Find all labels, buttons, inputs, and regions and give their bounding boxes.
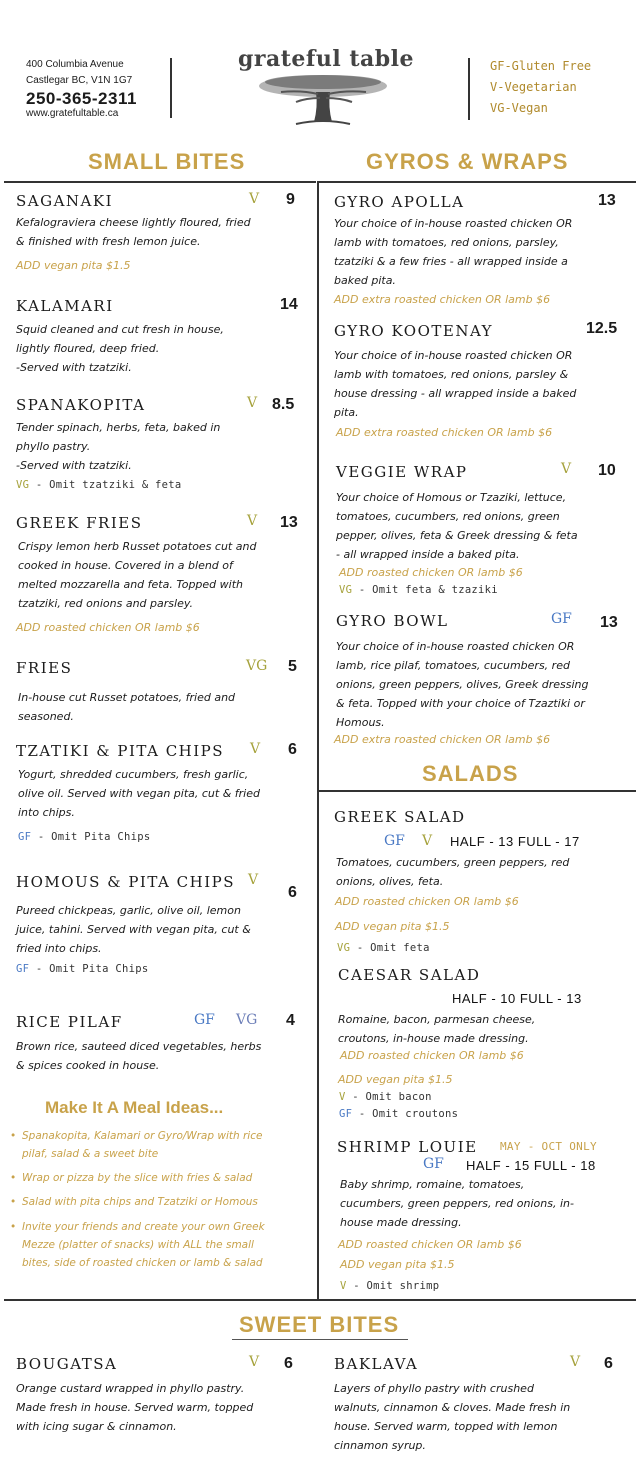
menu-item-name: RICE PILAF: [16, 1013, 123, 1031]
menu-item-price: 6: [284, 1355, 293, 1372]
menu-item-price: 8.5: [272, 396, 295, 413]
add-on-text: ADD vegan pita $1.5: [335, 920, 450, 933]
menu-item-name: SPANAKOPITA: [16, 396, 146, 414]
add-on-text: ADD roasted chicken OR lamb $6: [16, 621, 200, 634]
salad-sizes: HALF - 13 FULL - 17: [450, 834, 580, 849]
menu-item-price: 14: [280, 296, 298, 313]
vegetarian-tag: V: [249, 1354, 260, 1370]
meal-ideas-title: Make It A Meal Ideas...: [45, 1098, 224, 1117]
menu-item-desc: Your choice of in-house roasted chicken OR lamb with tomatoes, red onions, parsley, tzatziki & a few fries - all wrapped inside a baked pita.: [334, 217, 573, 287]
vegetarian-tag: V: [422, 833, 433, 849]
gluten-free-tag: GF: [423, 1156, 444, 1172]
header-divider-left: [170, 58, 172, 118]
menu-item-desc: Your choice of Homous or Tzaziki, lettuce, tomatoes, cucumbers, red onions, green pepper, olives, feta & Greek dressing & feta - all wrapped inside a baked pita.: [336, 491, 578, 561]
menu-item-desc: Tender spinach, herbs, feta, baked in phyllo pastry. -Served with tzatziki.: [16, 421, 221, 472]
vegetarian-tag: V: [561, 461, 572, 477]
menu-item-name: GYRO KOOTENAY: [334, 322, 494, 340]
dietary-note: GF - Omit Pita Chips: [18, 831, 151, 843]
menu-item-desc: Tomatoes, cucumbers, green peppers, red onions, olives, feta.: [336, 856, 570, 888]
column-divider: [317, 181, 319, 1299]
legend-gluten-free: GF-Gluten Free: [490, 59, 592, 73]
add-on-text: ADD roasted chicken OR lamb $6: [339, 566, 523, 579]
dietary-note: V - Omit shrimp: [340, 1280, 440, 1292]
menu-item-name: CAESAR SALAD: [338, 966, 481, 984]
menu-item-desc: Romaine, bacon, parmesan cheese, croutons, in-house made dressing.: [338, 1013, 536, 1045]
divider-sweet-bites-top: [4, 1299, 636, 1301]
website-link[interactable]: www.gratefultable.ca: [26, 108, 119, 119]
legend-vegetarian: V-Vegetarian: [490, 80, 577, 94]
menu-item-price: 10: [598, 462, 616, 479]
section-title-sweet-bites: SWEET BITES: [239, 1312, 400, 1337]
legend-vegan: VG-Vegan: [490, 101, 548, 115]
menu-item-price: 13: [598, 192, 616, 209]
dietary-note: VG - Omit tzatziki & feta: [16, 479, 182, 491]
add-on-text: ADD extra roasted chicken OR lamb $6: [334, 293, 551, 306]
meal-ideas-list: [22, 1127, 314, 1277]
menu-item-name: BOUGATSA: [16, 1355, 118, 1373]
menu-item-desc: Pureed chickpeas, garlic, olive oil, lemon juice, tahini. Served with vegan pita, cut & fried into chips.: [16, 904, 251, 955]
menu-item-price: 9: [286, 191, 295, 208]
menu-item-name: FRIES: [16, 659, 73, 677]
meal-idea-item: • Wrap or pizza by the slice with fries & salad: [22, 1169, 312, 1187]
menu-item-name: TZATIKI & PITA CHIPS: [16, 742, 225, 760]
menu-item-price: 12.5: [586, 320, 618, 337]
seasonal-note: MAY - OCT ONLY: [500, 1140, 597, 1153]
address-line1: 400 Columbia Avenue: [26, 59, 124, 70]
add-on-text: ADD extra roasted chicken OR lamb $6: [336, 426, 553, 439]
menu-item-name: GREEK FRIES: [16, 514, 143, 532]
menu-item-desc: Your choice of in-house roasted chicken OR lamb, rice pilaf, tomatoes, cucumbers, red onions, green peppers, olives, Greek dressing & feta. Topped with your choice of Tzaztiki or Homous.: [336, 640, 589, 729]
salad-sizes: HALF - 15 FULL - 18: [466, 1158, 596, 1173]
dietary-note: GF - Omit croutons: [339, 1108, 459, 1120]
add-on-text: ADD roasted chicken OR lamb $6: [340, 1049, 524, 1062]
sweet-bites-underline: [232, 1339, 408, 1340]
gluten-free-tag: GF: [551, 611, 572, 627]
tree-logo-icon: [256, 72, 390, 128]
menu-item-desc: Squid cleaned and cut fresh in house, lightly floured, deep fried. -Served with tzatziki.: [16, 323, 224, 374]
menu-item-name: SAGANAKI: [16, 192, 114, 210]
add-on-text: ADD extra roasted chicken OR lamb $6: [334, 733, 551, 746]
menu-item-desc: Kefalograviera cheese lightly floured, fried & finished with fresh lemon juice.: [16, 216, 251, 248]
dietary-note: VG - Omit feta & tzaziki: [339, 584, 498, 596]
menu-item-name: VEGGIE WRAP: [336, 463, 468, 481]
vegetarian-tag: V: [247, 513, 258, 529]
menu-item-name: BAKLAVA: [334, 1355, 419, 1373]
address-line2: Castlegar BC, V1N 1G7: [26, 75, 133, 86]
menu-item-name: GREEK SALAD: [334, 808, 466, 826]
meal-idea-item: • Spanakopita, Kalamari or Gyro/Wrap with rice pilaf, salad & a sweet bite: [22, 1127, 312, 1163]
menu-item-price: 5: [288, 658, 297, 675]
menu-item-price: 6: [604, 1355, 613, 1372]
menu-item-desc: In-house cut Russet potatoes, fried and seasoned.: [18, 691, 236, 723]
section-title-salads: SALADS: [422, 761, 519, 786]
phone-number: 250-365-2311: [26, 89, 137, 108]
vegetarian-tag: V: [247, 395, 258, 411]
gluten-free-tag: GF: [194, 1012, 215, 1028]
divider-salads-top: [318, 790, 636, 792]
gluten-free-tag: GF: [384, 833, 405, 849]
dietary-note: V - Omit bacon: [339, 1091, 432, 1103]
section-title-gyros-wraps: GYROS & WRAPS: [366, 149, 569, 174]
menu-item-price: 6: [288, 741, 297, 758]
divider-gyros-top: [318, 181, 636, 183]
add-on-text: ADD vegan pita $1.5: [340, 1258, 455, 1271]
menu-item-desc: Layers of phyllo pastry with crushed walnuts, cinnamon & cloves. Made fresh in house. Served warm, topped with lemon cinnamon syrup.: [334, 1382, 571, 1452]
meal-idea-item: • Invite your friends and create your own Greek Mezze (platter of snacks) with ALL the small bites, side of roasted chicken or lamb & salad: [22, 1218, 312, 1272]
salad-sizes: HALF - 10 FULL - 13: [452, 991, 582, 1006]
meal-idea-item: • Salad with pita chips and Tzatziki or Homous: [22, 1193, 312, 1211]
menu-item-price: 13: [280, 514, 298, 531]
menu-item-desc: Your choice of in-house roasted chicken OR lamb with tomatoes, red onions, parsley & house dressing - all wrapped inside a baked pita.: [334, 349, 577, 419]
menu-item-desc: Brown rice, sauteed diced vegetables, herbs & spices cooked in house.: [16, 1040, 262, 1072]
menu-item-desc: Crispy lemon herb Russet potatoes cut and cooked in house. Covered in a blend of melted mozzarella and feta. Topped with tzatziki, red onions and parsley.: [18, 540, 257, 610]
vegetarian-tag: V: [248, 872, 259, 888]
logo-text: grateful table: [238, 46, 415, 72]
add-on-text: ADD vegan pita $1.5: [338, 1073, 453, 1086]
menu-item-desc: Orange custard wrapped in phyllo pastry. Made fresh in house. Served warm, topped with icing sugar & cinnamon.: [16, 1382, 254, 1433]
menu-item-name: GYRO APOLLA: [334, 193, 465, 211]
vegetarian-tag: V: [250, 741, 261, 757]
add-on-text: ADD roasted chicken OR lamb $6: [338, 1238, 522, 1251]
menu-item-price: 4: [286, 1012, 295, 1029]
dietary-note: GF - Omit Pita Chips: [16, 963, 149, 975]
menu-item-name: HOMOUS & PITA CHIPS: [16, 873, 235, 891]
vegetarian-tag: V: [570, 1354, 581, 1370]
section-title-small-bites: SMALL BITES: [88, 149, 246, 174]
add-on-text: ADD vegan pita $1.5: [16, 259, 131, 272]
menu-item-desc: Yogurt, shredded cucumbers, fresh garlic, olive oil. Served with vegan pita, cut & fried into chips.: [18, 768, 260, 819]
header-divider-right: [468, 58, 470, 120]
menu-item-name: SHRIMP LOUIE: [337, 1138, 478, 1156]
vegan-tag: VG: [236, 1012, 258, 1028]
divider-small-bites-top: [4, 181, 316, 183]
menu-item-price: 13: [600, 614, 618, 631]
menu-item-desc: Baby shrimp, romaine, tomatoes, cucumbers, green peppers, red onions, in- house made dressing.: [340, 1178, 574, 1229]
vegan-tag: VG: [246, 658, 268, 674]
menu-item-name: GYRO BOWL: [336, 612, 449, 630]
menu-item-name: KALAMARI: [16, 297, 114, 315]
add-on-text: ADD roasted chicken OR lamb $6: [335, 895, 519, 908]
dietary-note: VG - Omit feta: [337, 942, 430, 954]
vegetarian-tag: V: [249, 191, 260, 207]
menu-item-price: 6: [288, 884, 297, 901]
